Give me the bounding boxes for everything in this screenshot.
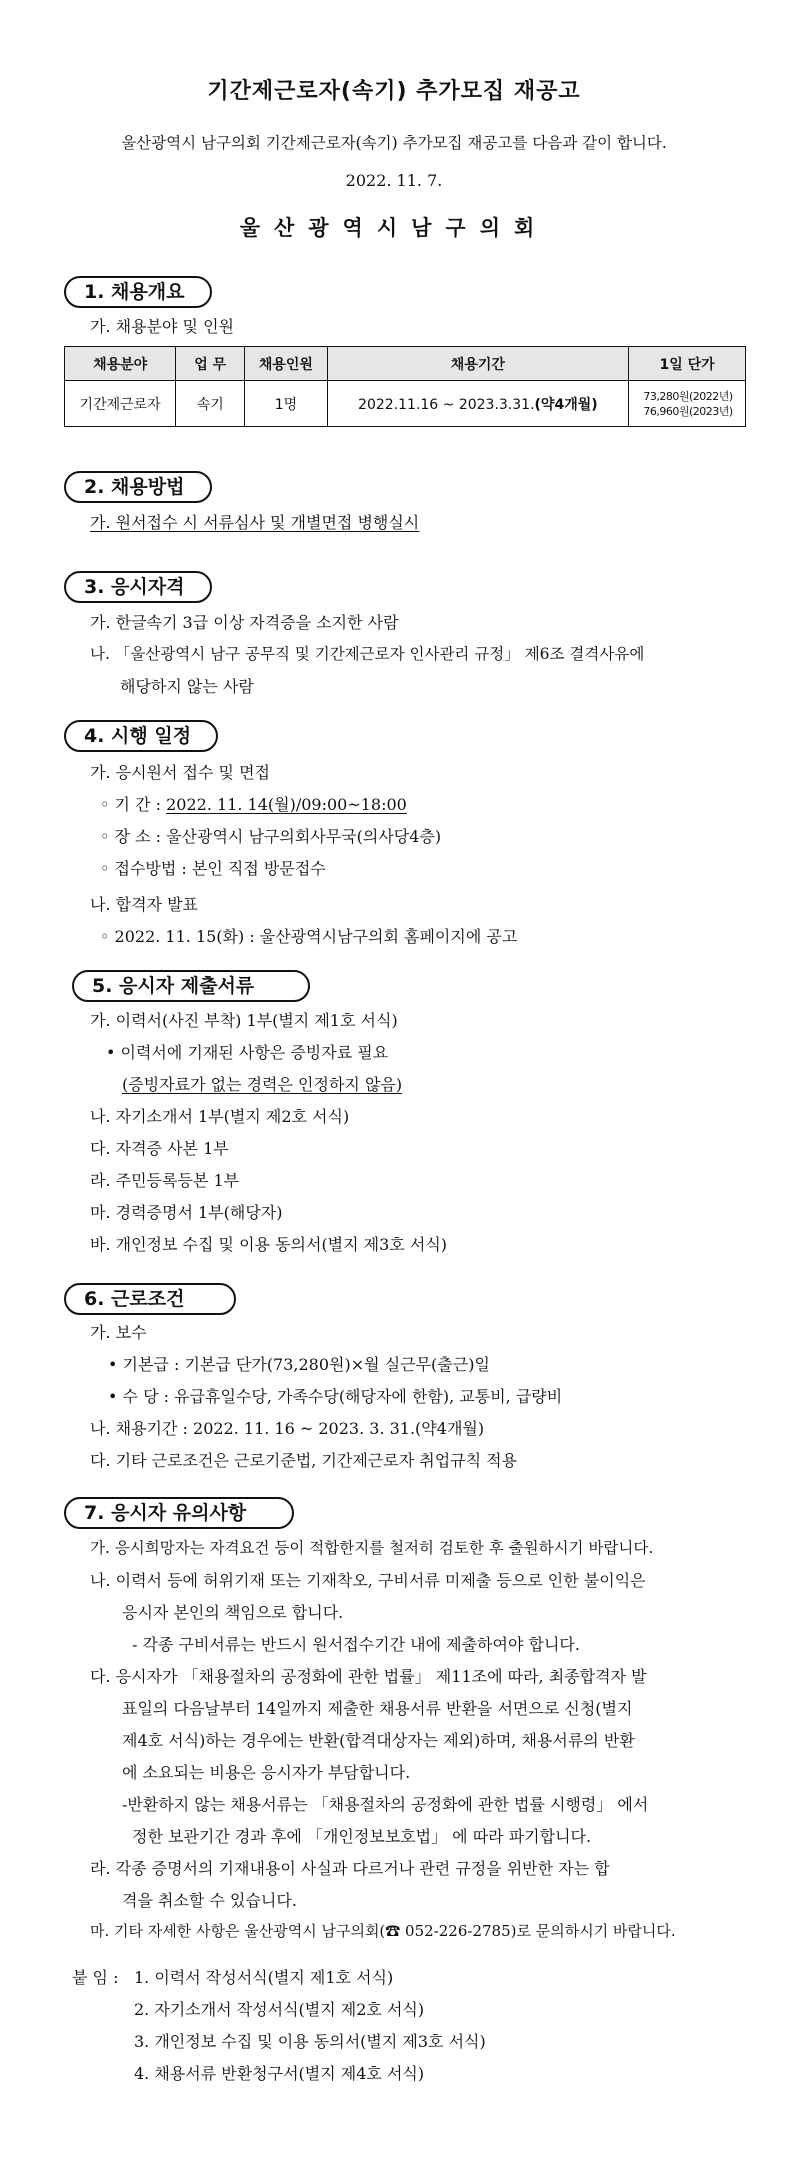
s7-item-c-line1: 다. 응시자가 「채용절차의 공정화에 관한 법률」 제11조에 따라, 최종합격자 발 xyxy=(90,1667,647,1686)
s4-place: ◦ 장 소 : 울산광역시 남구의회사무국(의사당4층) xyxy=(100,827,442,846)
s7-item-d-line1: 라. 각종 증명서의 기재내용이 사실과 다르거나 관련 규정을 위반한 자는 합 xyxy=(90,1859,610,1878)
s7-item-c-line2: 표일의 다음날부터 14일까지 제출한 채용서류 반환을 서면으로 신청(별지 xyxy=(122,1699,633,1718)
s2-item: 가. 원서접수 시 서류심사 및 개별면접 병행실시 xyxy=(90,513,420,532)
s7-item-d-line2: 격을 취소할 수 있습니다. xyxy=(122,1891,297,1910)
intro-text: 울산광역시 남구의회 기간제근로자(속기) 추가모집 재공고를 다음과 같이 합니다. xyxy=(121,134,667,152)
s7-item-b-line1: 나. 이력서 등에 허위기재 또는 기재착오, 구비서류 미제출 등으로 인한 불이익은 xyxy=(90,1571,646,1590)
s6-allowance: • 수 당 : 유급휴일수당, 가족수당(해당자에 한함), 교통비, 급량비 xyxy=(108,1387,563,1406)
section-7-heading: 7. 응시자 유의사항 xyxy=(64,1497,294,1529)
organization-name: 울산광역시남구의회 xyxy=(239,215,549,240)
recruitment-table xyxy=(64,346,746,427)
attachment-item: 3. 개인정보 수집 및 이용 동의서(별지 제3호 서식) xyxy=(134,2032,486,2051)
s4-item-b: 나. 합격자 발표 xyxy=(90,895,198,914)
cell-field: 기간제근로자 xyxy=(65,381,176,427)
s5-note-2: (증빙자료가 없는 경력은 인정하지 않음) xyxy=(122,1075,403,1094)
s5-note-1: • 이력서에 기재된 사항은 증빙자료 필요 xyxy=(106,1043,389,1062)
period-note: (약4개월) xyxy=(534,396,598,413)
s7-item-c-line6: 정한 보관기간 경과 후에 「개인정보보호법」 에 따라 파기합니다. xyxy=(132,1827,592,1846)
s6-base-pay: • 기본급 : 기본급 단가(73,280원)×월 실근무(출근)일 xyxy=(108,1355,490,1374)
pay-2022: 73,280원(2022년) xyxy=(643,389,733,403)
section-3-heading: 3. 응시자격 xyxy=(64,571,212,603)
section-4-heading: 4. 시행 일정 xyxy=(64,720,218,752)
section-5-heading: 5. 응시자 제출서류 xyxy=(72,970,310,1002)
cell-period xyxy=(327,381,629,427)
s6-item-a: 가. 보수 xyxy=(90,1323,147,1342)
s5-item-e: 마. 경력증명서 1부(해당자) xyxy=(90,1203,283,1222)
s5-item-c: 다. 자격증 사본 1부 xyxy=(90,1139,229,1158)
s7-item-e: 마. 기타 자세한 사항은 울산광역시 남구의회(☎ 052-226-2785)로 문의하시기 바랍니다. xyxy=(90,1922,676,1940)
section-6-heading: 6. 근로조건 xyxy=(64,1283,236,1315)
s5-item-a: 가. 이력서(사진 부착) 1부(별지 제1호 서식) xyxy=(90,1011,398,1030)
s4-period-value: 2022. 11. 14(월)/09:00~18:00 xyxy=(166,795,407,814)
cell-count: 1명 xyxy=(245,381,327,427)
s5-item-b: 나. 자기소개서 1부(별지 제2호 서식) xyxy=(90,1107,350,1126)
s3-item-b-line2: 해당하지 않는 사람 xyxy=(120,677,254,696)
s7-item-b-line2: 응시자 본인의 책임으로 합니다. xyxy=(122,1603,344,1622)
s7-item-a: 가. 응시희망자는 자격요건 등이 적합한지를 철저히 검토한 후 출원하시기 바랍니다. xyxy=(90,1539,654,1557)
attachments-label: 붙 임 : xyxy=(72,1968,119,1987)
s4-period xyxy=(100,792,407,815)
s7-item-c-line3: 제4호 서식)하는 경우에는 반환(합격대상자는 제외)하며, 채용서류의 반환 xyxy=(122,1731,635,1750)
cell-task: 속기 xyxy=(176,381,245,427)
notice-date: 2022. 11. 7. xyxy=(345,171,443,190)
th-field: 채용분야 xyxy=(65,347,176,381)
s3-item-a: 가. 한글속기 3급 이상 자격증을 소지한 사람 xyxy=(90,613,399,632)
s4-method: ◦ 접수방법 : 본인 직접 방문접수 xyxy=(100,859,326,878)
attachment-item: 4. 채용서류 반환청구서(별지 제4호 서식) xyxy=(134,2064,425,2083)
s4-item-a: 가. 응시원서 접수 및 면접 xyxy=(90,763,270,782)
attachment-item: 2. 자기소개서 작성서식(별지 제2호 서식) xyxy=(134,2000,425,2019)
section-2-heading: 2. 채용방법 xyxy=(64,471,212,503)
s5-item-f: 바. 개인정보 수집 및 이용 동의서(별지 제3호 서식) xyxy=(90,1235,448,1254)
page-title: 기간제근로자(속기) 추가모집 재공고 xyxy=(207,79,581,104)
s4-period-label: ◦ 기 간 : xyxy=(100,795,167,814)
s7-item-c-line4: 에 소요되는 비용은 응시자가 부담합니다. xyxy=(122,1763,411,1782)
period-range: 2022.11.16 ~ 2023.3.31. xyxy=(358,396,535,413)
attachment-item: 1. 이력서 작성서식(별지 제1호 서식) xyxy=(134,1968,394,1987)
s5-item-d: 라. 주민등록등본 1부 xyxy=(90,1171,240,1190)
s7-item-b-line3: - 각종 구비서류는 반드시 원서접수기간 내에 제출하여야 합니다. xyxy=(132,1635,580,1654)
cell-pay xyxy=(629,381,746,427)
section-1-heading: 1. 채용개요 xyxy=(64,276,212,308)
th-count: 채용인원 xyxy=(245,347,327,381)
pay-2023: 76,960원(2023년) xyxy=(643,404,733,418)
s6-item-c: 다. 기타 근로조건은 근로기준법, 기간제근로자 취업규칙 적용 xyxy=(90,1451,518,1470)
th-pay: 1일 단가 xyxy=(629,347,746,381)
s1-subtitle: 가. 채용분야 및 인원 xyxy=(90,317,234,336)
s4-announce: ◦ 2022. 11. 15(화) : 울산광역시남구의회 홈페이지에 공고 xyxy=(100,927,518,946)
s3-item-b-line1: 나. 「울산광역시 남구 공무직 및 기간제근로자 인사관리 규정」 제6조 결격사유에 xyxy=(90,645,645,663)
s6-item-b: 나. 채용기간 : 2022. 11. 16 ~ 2023. 3. 31.(약4개월) xyxy=(90,1419,485,1438)
s7-item-c-line5: -반환하지 않는 채용서류는 「채용절차의 공정화에 관한 법률 시행령」 에서 xyxy=(122,1795,649,1814)
table-row xyxy=(65,381,746,427)
th-task: 업 무 xyxy=(176,347,245,381)
th-period: 채용기간 xyxy=(327,347,629,381)
